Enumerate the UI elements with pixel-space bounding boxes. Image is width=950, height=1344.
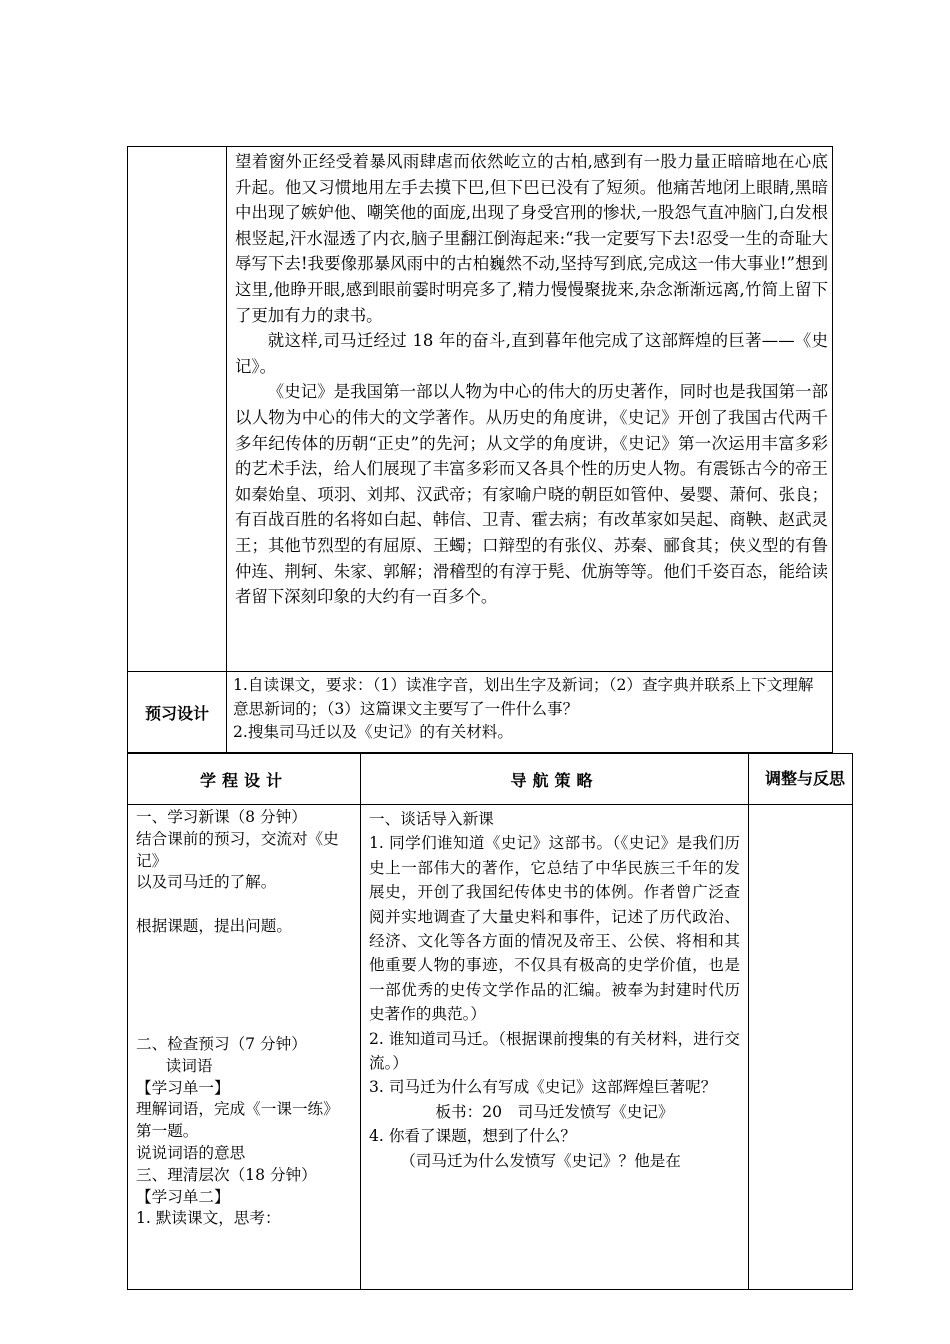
header-adjust: 调整与反思 [749, 754, 853, 805]
strategy-column [361, 805, 749, 1290]
upper-table [127, 146, 833, 753]
section-title: 一、学习新课（8 分钟） [136, 808, 307, 826]
preview-line: 2.搜集司马迁以及《史记》的有关材料。 [233, 723, 513, 741]
plan-line: 以及司马迁的了解。 [136, 873, 277, 892]
preview-line: 1.自读课文，要求：（1）读准字音，划出生字及新词；（2）查字典并联系上下文理解意思新词的；（3）这篇课文主要写了一件什么事？ [233, 676, 814, 718]
story-paragraph: 望着窗外正经受着暴风雨肆虐而依然屹立的古柏,感到有一股力量正暗暗地在心底升起。他又习惯地用左手去摸下巴,但下巴已没有了短须。他痛苦地闭上眼睛,黑暗中出现了嫉妒他、嘲笑他的面庞,出现了身受宫刑的惨状,一股怨气直冲脑门,白发根根竖起,汗水湿透了内衣,脑子里翻江倒海起来:“我一定要写下去!忍受一生的奇耻大辱写下去!我要像那暴风雨中的古柏巍然不动,坚持写到底,完成这一伟大事业!”想到这里,他睁开眼,感到眼前霎时明亮多了,精力慢慢聚拢来,杂念渐渐远离,竹简上留下了更加有力的隶书。 [235, 152, 828, 325]
strategy-item: （司马迁为什么发愤写《史记》？他是在 [400, 1151, 681, 1170]
plan-line: 说说词语的意思 [136, 1143, 246, 1162]
story-paragraph: 就这样,司马迁经过 18 年的奋斗,直到暮年他完成了这部辉煌的巨著——《史记》。 [235, 331, 828, 376]
header-design: 学程设计 [128, 754, 361, 805]
story-cell [227, 147, 833, 672]
plan-line: 结合课前的预习，交流对《史记》 [136, 829, 339, 870]
plan-line: 理解词语，完成《一课一练》第一题。 [136, 1100, 339, 1141]
section-title: 二、检查预习（7 分钟） [136, 1034, 307, 1053]
study-unit-label: 【学习单一】 [136, 1078, 230, 1097]
strategy-item: 3. 司马迁为什么有写成《史记》这部辉煌巨著呢？ [369, 1078, 717, 1097]
blackboard-note: 板书：20 司马迁发愤写《史记》 [435, 1102, 674, 1121]
preview-cell [227, 672, 833, 753]
section-title: 三、理清层次（18 分钟） [136, 1165, 317, 1184]
preview-label: 预习设计 [128, 672, 227, 753]
strategy-item: 2. 谁知道司马迁。（根据课前搜集的有关材料，进行交流。） [369, 1029, 740, 1073]
header-strategy: 导航策略 [361, 754, 749, 805]
strategy-item: 4. 你看了课题，想到了什么？ [369, 1127, 576, 1146]
plan-line: 根据课题，提出问题。 [136, 917, 292, 936]
study-unit-label: 【学习单二】 [136, 1187, 230, 1206]
reflection-column [749, 805, 853, 1290]
lesson-plan-table [127, 753, 853, 1290]
plan-line: 1. 默读课文，思考： [136, 1209, 281, 1228]
strategy-item: 1. 同学们谁知道《史记》这部书。（《史记》是我们历史上一部伟大的著作，它总结了中华民族三千年的发展史，开创了我国纪传体史书的体例。作者曾广泛查阅并实地调查了大量史料和事件，记述了历代政治、经济、文化等各方面的情况及帝王、公侯、将相和其他重要人物的事迹，不仅具有极高的史学价值，也是一部优秀的史传文学作品的汇编。被奉为封建时代历史著作的典范。） [369, 834, 740, 1024]
section-title: 一、谈话导入新课 [369, 810, 494, 828]
plan-line: 读词语 [165, 1056, 213, 1075]
design-column [128, 805, 361, 1290]
blank-left-cell [128, 147, 227, 672]
story-paragraph: 《史记》是我国第一部以人物为中心的伟大的历史著作，同时也是我国第一部以人物为中心的伟大的文学著作。从历史的角度讲，《史记》开创了我国古代两千多年纪传体的历朝“正史”的先河；从文学的角度讲，《史记》第一次运用丰富多彩的艺术手法，给人们展现了丰富多彩而又各具个性的历史人物。有震铄古今的帝王如秦始皇、项羽、刘邦、汉武帝；有家喻户晓的朝臣如管仲、晏婴、萧何、张良；有百战百胜的名将如白起、韩信、卫青、霍去病；有改革家如吴起、商鞅、赵武灵王；其他节烈型的有屈原、王蠋；口辩型的有张仪、苏秦、郦食其；侠义型的有鲁仲连、荆轲、朱家、郭解；滑稽型的有淳于髡、优旃等等。他们千姿百态，能给读者留下深刻印象的大约有一百多个。 [235, 382, 828, 607]
